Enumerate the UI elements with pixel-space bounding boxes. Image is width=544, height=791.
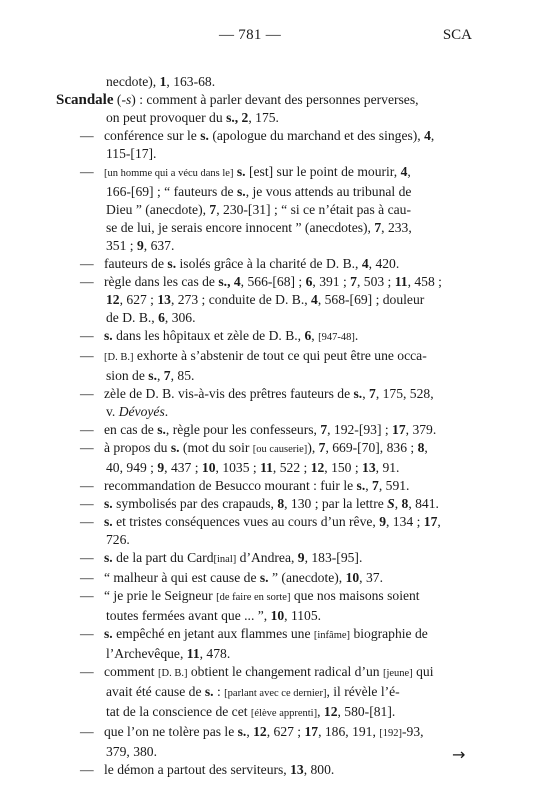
index-entry — [56, 761, 486, 779]
entry-line: — comment [D. B.] obtient le changement radical d’un [jeune] qui — [80, 664, 434, 679]
entry-line: — “ je prie le Seigneur [de faire en sorte] que nos maisons soient — [80, 588, 420, 603]
dash-mark: — — [80, 496, 94, 511]
index-entry — [56, 723, 486, 761]
entry-line: 351 ; 9, 637. — [106, 238, 175, 253]
entry-line: tat de la conscience de cet [élève apprenti], 12, 580-[81]. — [106, 704, 396, 719]
index-entry — [56, 163, 486, 255]
entry-line: v. Dévoyés. — [106, 404, 169, 419]
entry-line: — recommandation de Besucco mourant : fuir le s., 7, 591. — [80, 478, 410, 493]
section-label: SCA — [442, 27, 472, 43]
entry-line: — zèle de D. B. vis-à-vis des prêtres fauteurs de s., 7, 175, 528, — [80, 386, 434, 401]
dash-mark: — — [80, 514, 94, 529]
index-entry — [56, 663, 486, 723]
dash-mark: — — [80, 348, 94, 363]
page-header — [0, 27, 544, 47]
entry-line: 726. — [106, 532, 130, 547]
index-entry — [56, 421, 486, 439]
dash-mark: — — [80, 724, 94, 739]
entry-line: 12, 627 ; 13, 273 ; conduite de D. B., 4, 568-[69] ; douleur — [106, 292, 425, 307]
entry-line: de D. B., 6, 306. — [106, 310, 196, 325]
continue-arrow-icon: → — [452, 745, 466, 764]
entry-line: — [un homme qui a vécu dans le] s. [est] sur le point de mourir, 4, — [80, 164, 411, 179]
entry-line: — s. empêché en jetant aux flammes une [infâme] biographie de — [80, 626, 428, 641]
dash-mark: — — [80, 328, 94, 343]
index-entry — [56, 73, 486, 91]
dash-mark: — — [80, 274, 94, 289]
entry-line: avait été cause de s. : [parlant avec ce dernier], il révèle l’é- — [106, 684, 400, 699]
index-entry — [56, 347, 486, 385]
index-entry — [56, 549, 486, 569]
entry-line: 40, 949 ; 9, 437 ; 10, 1035 ; 11, 522 ; 12, 150 ; 13, 91. — [106, 460, 400, 475]
index-entry — [56, 255, 486, 273]
dash-mark: — — [80, 478, 94, 493]
entry-line: necdote), 1, 163-68. — [106, 74, 216, 89]
index-entry — [56, 127, 486, 163]
index-entry — [56, 273, 486, 327]
page-number: — 781 — — [218, 27, 282, 43]
entry-line: — s. dans les hôpitaux et zèle de D. B., 6, [947-48]. — [80, 328, 359, 343]
dash-mark: — — [80, 422, 94, 437]
entry-line: — “ malheur à qui est cause de s. ” (anecdote), 10, 37. — [80, 570, 383, 585]
entry-line: sion de s., 7, 85. — [106, 368, 195, 383]
dash-mark: — — [80, 626, 94, 641]
entry-line: toutes fermées avant que ... ”, 10, 1105. — [106, 608, 322, 623]
index-entry — [56, 477, 486, 495]
entry-line: — que l’on ne tolère pas le s., 12, 627 ; 17, 186, 191, [192]-93, — [80, 724, 424, 739]
entry-line: — s. de la part du Card[inal] d’Andrea, 9, 183-[95]. — [80, 550, 363, 565]
entry-line: — conférence sur le s. (apologue du marchand et des singes), 4, — [80, 128, 435, 143]
entry-line: — s. et tristes conséquences vues au cours d’un rêve, 9, 134 ; 17, — [80, 514, 441, 529]
entry-line: — s. symbolisés par des crapauds, 8, 130 ; par la lettre S, 8, 841. — [80, 496, 439, 511]
dash-mark: — — [80, 386, 94, 401]
entry-line: Scandale (-s) : comment à parler devant des personnes perverses, — [56, 92, 419, 108]
entry-line: on peut provoquer du s., 2, 175. — [106, 110, 279, 125]
dash-mark: — — [80, 664, 94, 679]
entry-line: — en cas de s., règle pour les confesseurs, 7, 192-[93] ; 17, 379. — [80, 422, 437, 437]
dash-mark: — — [80, 550, 94, 565]
index-entry — [56, 439, 486, 477]
index-entry — [56, 513, 486, 549]
entry-line: 166-[69] ; “ fauteurs de s., je vous attends au tribunal de — [106, 184, 412, 199]
dash-mark: — — [80, 164, 94, 179]
dash-mark: — — [80, 128, 94, 143]
dash-mark: — — [80, 256, 94, 271]
index-entry — [56, 385, 486, 421]
entry-line: 115-[17]. — [106, 146, 157, 161]
index-entry — [56, 91, 486, 127]
entry-line: se de lui, je serais encore innocent ” (anecdotes), 7, 233, — [106, 220, 412, 235]
entry-line: — le démon a partout des serviteurs, 13, 800. — [80, 762, 335, 777]
dash-mark: — — [80, 570, 94, 585]
entry-line: — fauteurs de s. isolés grâce à la charité de D. B., 4, 420. — [80, 256, 400, 271]
index-entry — [56, 587, 486, 625]
index-entry — [56, 495, 486, 513]
entry-line: — à propos du s. (mot du soir [ou causerie]), 7, 669-[70], 836 ; 8, — [80, 440, 428, 455]
dash-mark: — — [80, 588, 94, 603]
index-entry — [56, 327, 486, 347]
index-entry — [56, 625, 486, 663]
entry-line: — règle dans les cas de s., 4, 566-[68] ; 6, 391 ; 7, 503 ; 11, 458 ; — [80, 274, 442, 289]
dash-mark: — — [80, 762, 94, 777]
index-entry — [56, 569, 486, 587]
entry-line: l’Archevêque, 11, 478. — [106, 646, 231, 661]
entry-line: — [D. B.] exhorte à s’abstenir de tout ce qui peut être une occa- — [80, 348, 427, 363]
dash-mark: — — [80, 440, 94, 455]
index-entries — [56, 73, 486, 779]
entry-line: Dieu ” (anecdote), 7, 230-[31] ; “ si ce n’était pas à cau- — [106, 202, 411, 217]
entry-line: 379, 380. — [106, 744, 157, 759]
